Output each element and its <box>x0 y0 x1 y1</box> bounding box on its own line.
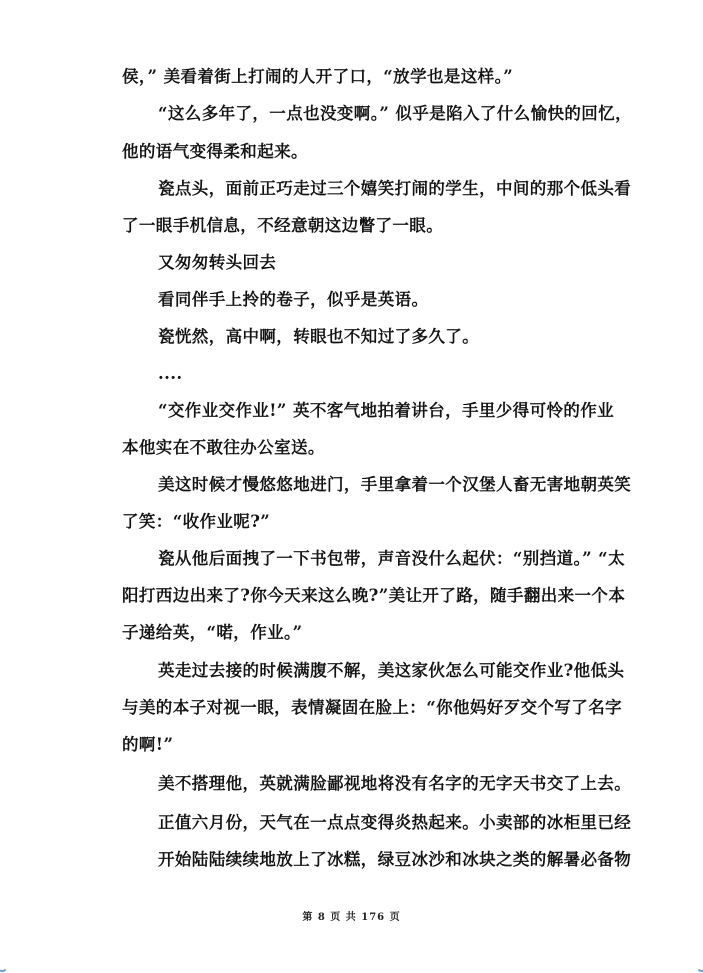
text-line: 瓷点头，面前正巧走过三个嬉笑打闹的学生，中间的那个低头看 <box>158 179 632 198</box>
text-line: 看同伴手上拎的卷子，似乎是英语。 <box>158 290 429 309</box>
text-line: 美不搭理他，英就满脸鄙视地将没有名字的无字天书交了上去。 <box>158 774 632 793</box>
text-line: 与美的本子对视一眼，表情凝固在脸上：“你他妈好歹交个写了名字 <box>122 698 622 717</box>
text-line: “这么多年了，一点也没变啊。” 似乎是陷入了什么愉快的回忆， <box>158 104 632 123</box>
corner-decoration-left <box>0 960 8 972</box>
text-line: 子递给英，“喏，作业。” <box>122 623 303 642</box>
corner-decoration-right <box>696 960 703 972</box>
page-footer: 第 8 页 共 176 页 <box>302 912 401 923</box>
text-line: 美这时候才慢悠悠地进门，手里拿着一个汉堡人畜无害地朝英笑 <box>158 475 632 494</box>
text-line: 瓷恍然，高中啊，转眼也不知过了多久了。 <box>158 327 480 346</box>
text-line: 的啊!” <box>122 735 174 754</box>
text-line: 又匆匆转头回去 <box>158 253 277 272</box>
text-line: 了一眼手机信息，不经意朝这边瞥了一眼。 <box>122 216 444 235</box>
text-line: 正值六月份，天气在一点点变得炎热起来。小卖部的冰柜里已经 <box>158 813 632 832</box>
text-line: 英走过去接的时候满腹不解，美这家伙怎么可能交作业?他低头 <box>158 661 625 680</box>
text-line: 了笑：“收作业呢?” <box>122 512 271 531</box>
text-line: 本他实在不敢往办公室送。 <box>122 438 325 457</box>
text-line: 阳打西边出来了?你今天来这么晚?”美让开了路，随手翻出来一个本 <box>122 586 626 605</box>
text-line: 侯，” 美看着街上打闹的人开了口，“放学也是这样。” <box>122 67 514 86</box>
text-line: “交作业交作业!” 英不客气地拍着讲台，手里少得可怜的作业 <box>158 401 615 420</box>
text-line: 瓷从他后面拽了一下书包带，声音没什么起伏：“别挡道。” “太 <box>158 549 625 568</box>
text-line: 开始陆陆续续地放上了冰糕，绿豆冰沙和冰块之类的解暑必备物 <box>158 850 632 869</box>
text-line: 他的语气变得柔和起来。 <box>122 142 308 161</box>
text-line: .... <box>158 364 183 383</box>
